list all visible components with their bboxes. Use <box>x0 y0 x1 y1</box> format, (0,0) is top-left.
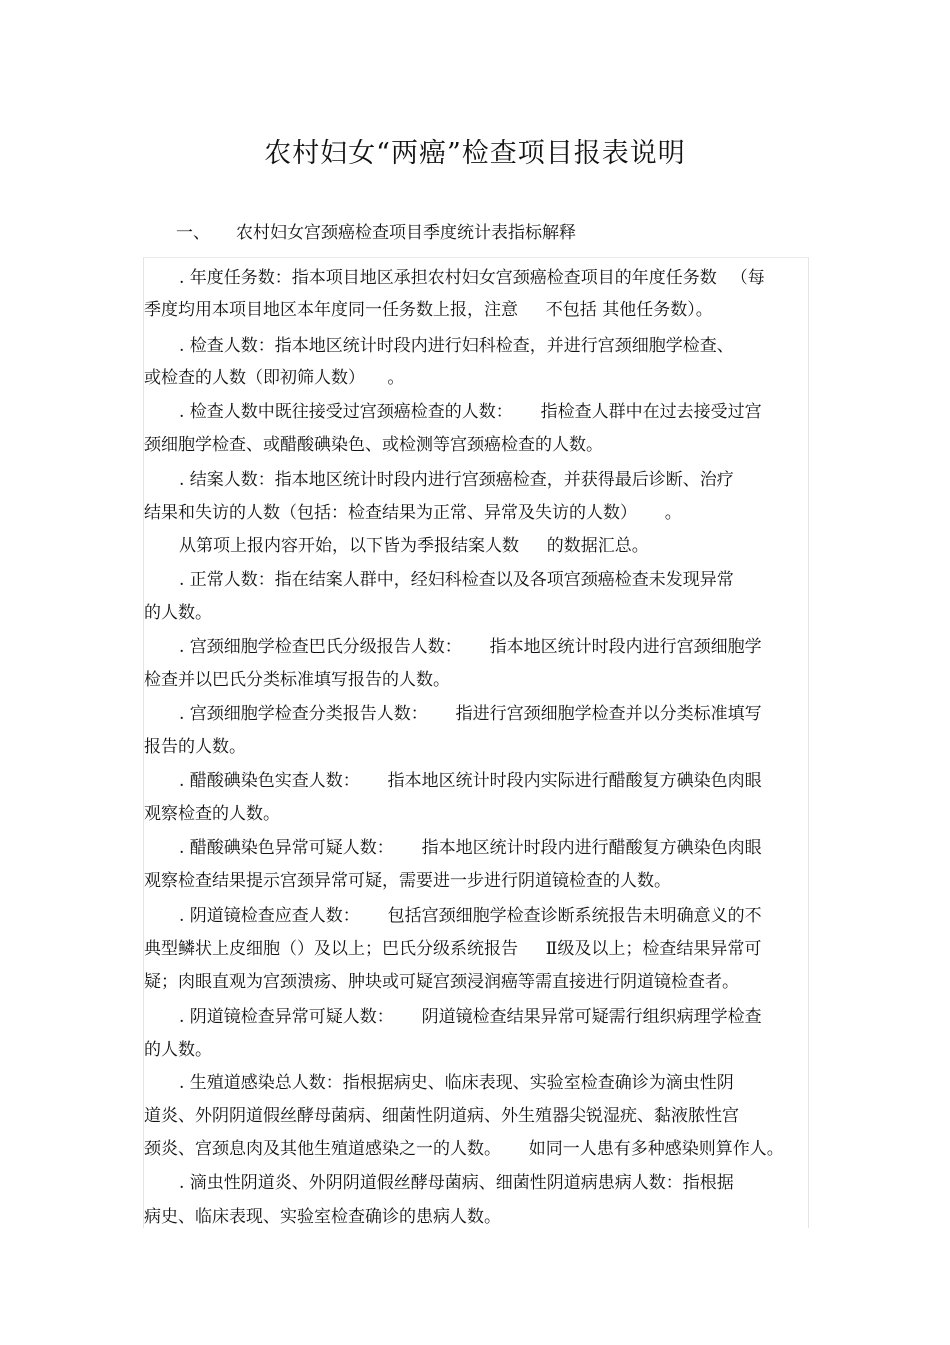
paragraph-line: 的人数。 <box>144 1040 212 1060</box>
section-heading <box>176 218 576 243</box>
paragraph-line: . 醋酸碘染色实查人数： 指本地区统计时段内实际进行醋酸复方碘染色肉眼 <box>179 771 762 791</box>
paragraph-line: . 生殖道感染总人数：指根据病史、临床表现、实验室检查确诊为滴虫性阴 <box>179 1073 734 1093</box>
paragraph-line: . 醋酸碘染色异常可疑人数： 指本地区统计时段内进行醋酸复方碘染色肉眼 <box>179 838 762 858</box>
paragraph-line: 季度均用本项目地区本年度同一任务数上报，注意 不包括 其他任务数）。 <box>144 300 713 320</box>
paragraph-line: 典型鳞状上皮细胞（）及以上；巴氏分级系统报告 Ⅱ级及以上；检查结果异常可 <box>144 939 762 959</box>
paragraph-line: . 宫颈细胞学检查分类报告人数： 指进行宫颈细胞学检查并以分类标准填写 <box>179 704 762 724</box>
page-title: 农村妇女“两癌”检查项目报表说明 <box>264 138 686 169</box>
paragraph-line: 疑；肉眼直观为宫颈溃疡、肿块或可疑宫颈浸润癌等需直接进行阴道镜检查者。 <box>144 972 739 992</box>
paragraph-line: . 检查人数：指本地区统计时段内进行妇科检查，并进行宫颈细胞学检查、 <box>179 336 734 356</box>
section-heading-text: 农村妇女宫颈癌检查项目季度统计表指标解释 <box>236 223 576 243</box>
paragraph-line: 颈细胞学检查、或醋酸碘染色、或检测等宫颈癌检查的人数。 <box>144 435 603 455</box>
paragraph-line: . 正常人数：指在结案人群中，经妇科检查以及各项宫颈癌检查未发现异常 <box>179 570 734 590</box>
paragraph-line: 检查并以巴氏分类标准填写报告的人数。 <box>144 670 450 690</box>
paragraph-line: . 阴道镜检查应查人数： 包括宫颈细胞学检查诊断系统报告未明确意义的不 <box>179 906 762 926</box>
paragraph-line: 报告的人数。 <box>144 737 246 757</box>
paragraph-line: 从第项上报内容开始，以下皆为季报结案人数 的数据汇总。 <box>179 536 649 556</box>
section-number: 一、 <box>176 223 210 243</box>
paragraph-line: . 宫颈细胞学检查巴氏分级报告人数： 指本地区统计时段内进行宫颈细胞学 <box>179 637 762 657</box>
paragraph-line: 观察检查结果提示宫颈异常可疑，需要进一步进行阴道镜检查的人数。 <box>144 871 671 891</box>
paragraph-line: . 滴虫性阴道炎、外阴阴道假丝酵母菌病、细菌性阴道病患病人数：指根据 <box>179 1173 734 1193</box>
content-box <box>143 257 809 1228</box>
paragraph-line: 或检查的人数（即初筛人数） 。 <box>144 368 405 388</box>
paragraph-line: 结果和失访的人数（包括：检查结果为正常、异常及失访的人数） 。 <box>144 503 682 523</box>
paragraph-line: 颈炎、宫颈息肉及其他生殖道感染之一的人数。 如同一人患有多种感染则算作人。 <box>144 1139 784 1159</box>
paragraph-line: 病史、临床表现、实验室检查确诊的患病人数。 <box>144 1207 501 1227</box>
paragraph-line: . 阴道镜检查异常可疑人数： 阴道镜检查结果异常可疑需行组织病理学检查 <box>179 1007 762 1027</box>
paragraph-line: 的人数。 <box>144 603 212 623</box>
paragraph-line: . 检查人数中既往接受过宫颈癌检查的人数： 指检查人群中在过去接受过宫 <box>179 402 762 422</box>
paragraph-line: . 年度任务数：指本项目地区承担农村妇女宫颈癌检查项目的年度任务数 （每 <box>179 268 765 288</box>
paragraph-line: 道炎、外阴阴道假丝酵母菌病、细菌性阴道病、外生殖器尖锐湿疣、黏液脓性宫 <box>144 1106 739 1126</box>
paragraph-line: . 结案人数：指本地区统计时段内进行宫颈癌检查，并获得最后诊断、治疗 <box>179 470 734 490</box>
paragraph-line: 观察检查的人数。 <box>144 804 280 824</box>
